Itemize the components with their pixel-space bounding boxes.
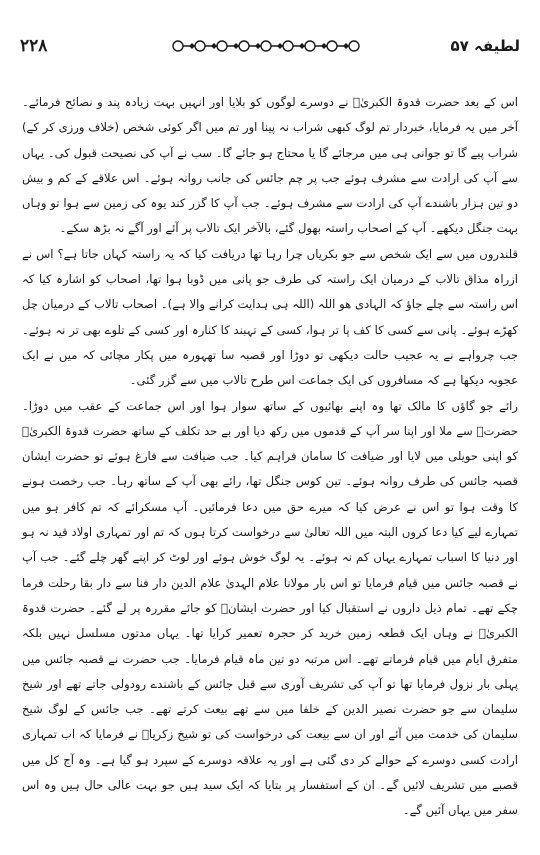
page-number: ۲۲۸ [20, 36, 48, 56]
paragraph: رائے جو گاؤں کا مالک تھا وہ اپنے بھائیوں کے ساتھ سوار ہوا اور اس جماعت کے عقب میں دوڑا۔ حضرتؒ سے ملا اور اپنا سر آپ کے قدموں میں رکھ دیا اور بے حد تکلف کے ساتھ حضرت قدوۃ الکبریٰؒ کو اپنی حویلی میں لایا اور ضیافت کا سامان فراہم کیا۔ جب ضیافت سے فارغ ہوئے تو حضرت ایشان قصبہ جائس کی طرف روانہ ہوئے۔ تین کوس جنگل تھا، رائے بھی آپ کے ساتھ رہا۔ جب رخصت ہونے کا وقت ہوا تو اس نے عرض کیا کہ میرے حق میں دعا فرمائیں۔ آپ مسکرائے کہ تم کافر ہو میں تمہارے لیے کیا دعا کروں البتہ میں اللہ تعالیٰ سے درخواست کرتا ہوں کہ تم اور تمہاری اولاد قید نہ ہو اور دنیا کا اسباب تمہارے یہاں کم نہ ہوئے۔ یہ لوگ خوش ہوئے اور لوٹ کر اپنے گھر چلے گئے۔ جب آپ نے قصبہ جائس میں قیام فرمایا تو اس بار مولانا علام الہدیٰ علام الدین دار فنا سے دار بقا رحلت فرما چکے تھے۔ تمام ذیل داروں نے استقبال کیا اور حضرت ایشانؒ کو جائے مقررہ پر لے گئے۔ حضرت قدوۃ الکبریٰؒ نے وہاں ایک قطعہ زمین خرید کر حجرہ تعمیر کرایا تھا۔ یہاں مدتوں مسلسل نہیں بلکہ متفرق ایام میں قیام فرماتے تھے۔ اس مرتبہ دو تین ماہ قیام فرمایا۔ جب حضرت نے قصبہ جائس میں پہلی بار نزول فرمایا تھا تو آپ کی تشریف آوری سے قبل جائس کے باشندے رودولی جاتے تھے اور شیخ سلیمان سے جو حضرت نصیر الدین کے خلفا میں سے تھے بیعت کرتے تھے۔ جب جائس کے لوگ شیخ سلیمان کی خدمت میں آئے اور ان سے بیعت کی درخواست کی تو شیخ زکریاؒ نے فرمایا کہ اب تمہاری ارادت کسی دوسرے کے حوالے کر دی گئی ہے اور یہ علاقہ دوسرے کے سپرد ہو گیا ہے۔ وہ آج کل میں قصبے میں تشریف لائیں گے۔ ان کے استفسار پر بتایا کہ ایک سید ہیں جو بہت عالی حال ہیں وہ اس سفر میں یہاں آئیں گے۔ [22, 398, 518, 818]
body-text [22, 90, 518, 824]
header-ornament-icon [90, 36, 450, 56]
chapter-title: لطیفہ ۵۷ [450, 37, 520, 55]
paragraph: قلندروں میں سے ایک شخص سے جو بکریاں چرا رہا تھا دریافت کیا کہ یہ راستہ کہاں جاتا ہے؟ اس نے ازراہ مذاق تالاب کے درمیان ایک راستہ کی طرف جو پانی میں ڈوبا ہوا تھا، اصحاب کو اشارہ کیا کہ اس راستہ سے چلے جاؤ کہ الہادی ھو اللہ (اللہ ہی ہدایت کرانے والا ہے)۔ اصحاب تالاب کے درمیان چل کھڑے ہوئے۔ پانی سے کسی کا کف پا تر ہوا، کسی کے تہبند کا کنارہ اور کسی کے تلوے بھی تر نہ ہوئے۔ جب چرواہے نے یہ عجیب حالت دیکھی تو دوڑا اور قصبہ سا تھہورہ میں پکار مچائی کہ میں نے ایک عجوبہ دیکھا ہے کہ مسافروں کی ایک جماعت اس طرح تالاب میں سے گزر گئی۔ [22, 246, 518, 388]
page-header [20, 28, 520, 64]
paragraph: اس کے بعد حضرت قدوۃ الکبریٰؒ نے دوسرے لوگوں کو بلایا اور انہیں بہت زیادہ پند و نصائح فرمائے۔ آخر میں یہ فرمایا، خبردار تم لوگ کبھی شراب نہ پینا اور تم میں اگر کوئی شخص (خلاف ورزی کر کے) شراب پیے گا تو جوانی ہی میں مرجائے گا یا محتاج ہو جائے گا۔ سب نے آپ کی نصیحت قبول کی۔ یہاں سے آپ کی ارادت سے مشرف ہوئے جب پر چم جائس کی جانب روانہ ہوئے۔ اس علاقے کے کم و بیش دو تین ہزار باشندے آپ کی ارادت سے مشرف ہوئے۔ جب آپ کا گزر کند یوہ کی زمین سے ہوا تو وہاں بہت جنگل دیکھے۔ آپ کے اصحاب راستہ بھول گئے، بالآخر ایک تالاب پر آئے اور آگے نہ بڑھ سکے۔ [22, 95, 518, 236]
